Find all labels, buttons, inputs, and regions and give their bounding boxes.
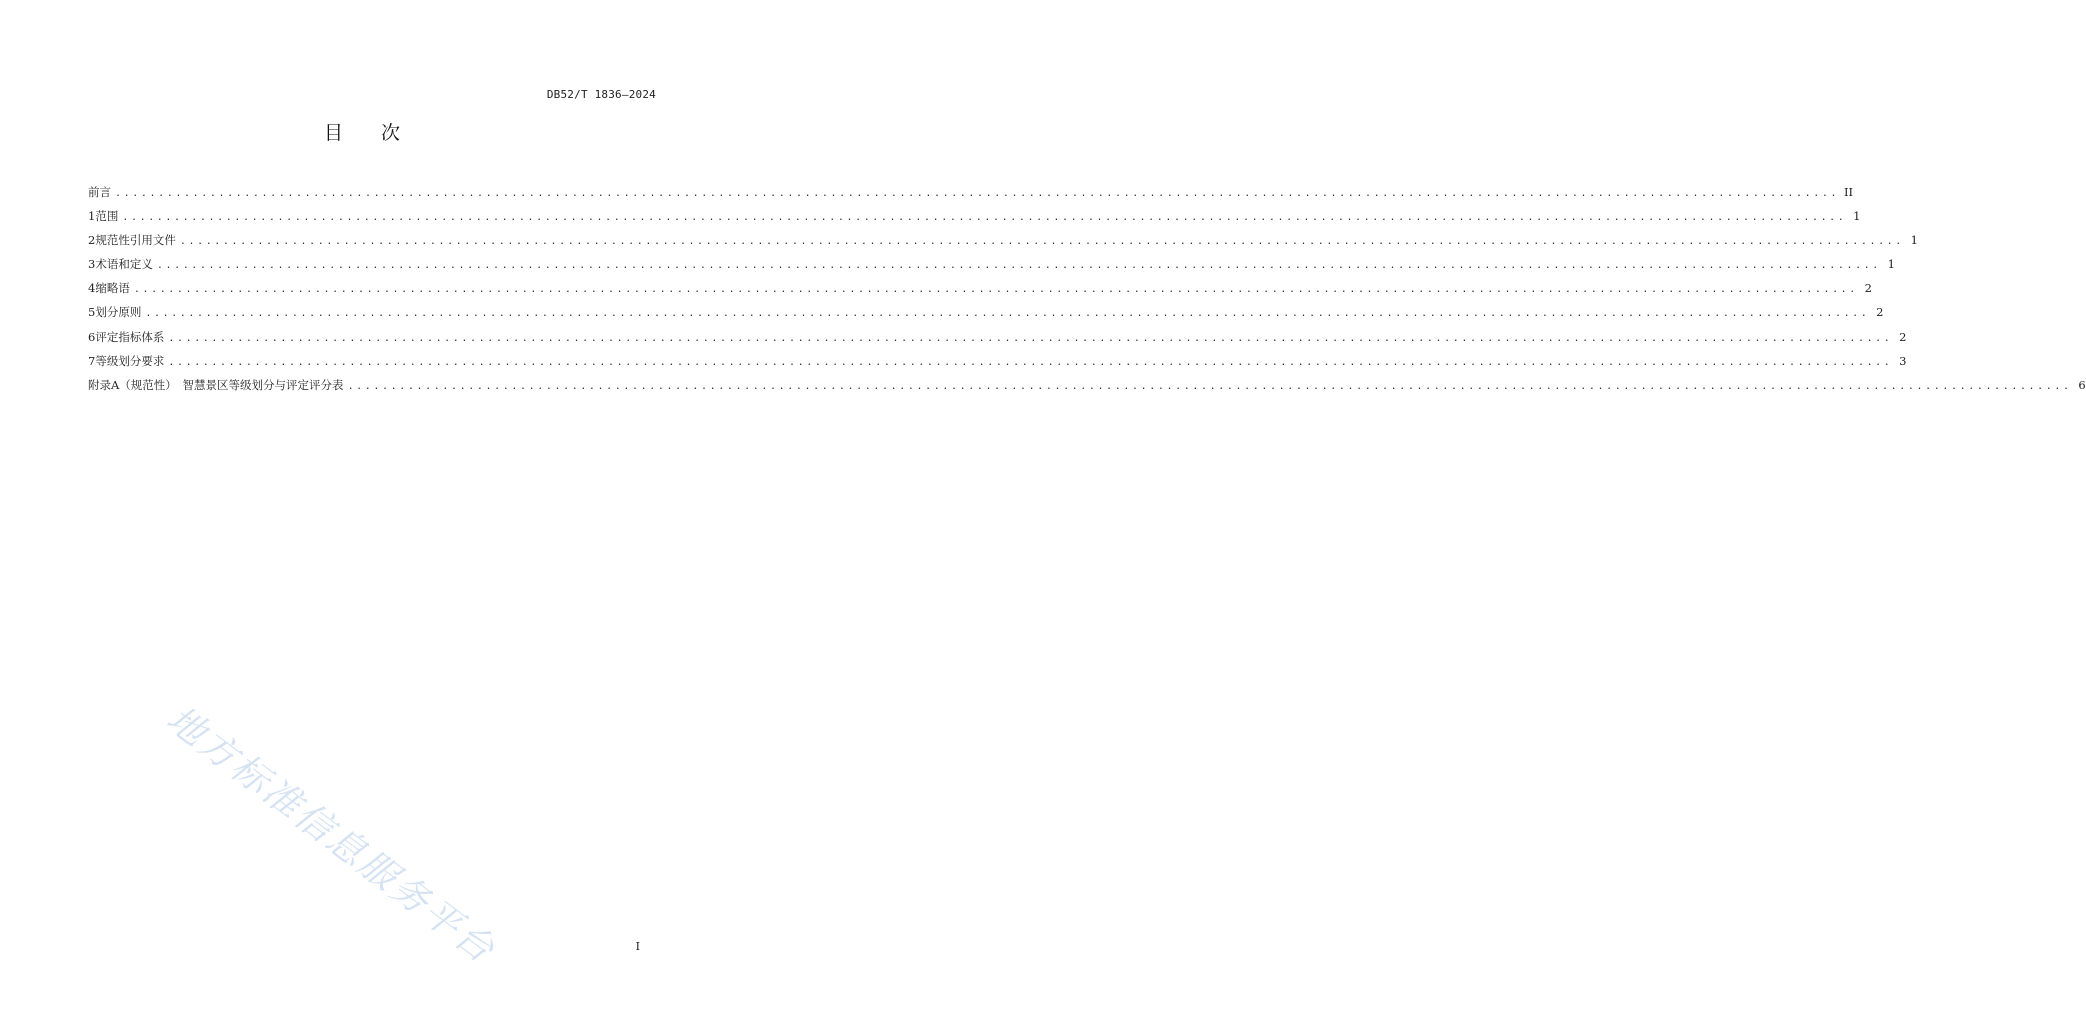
- title-char-1: 目: [323, 122, 343, 144]
- toc-entry-page: 2: [1864, 281, 1872, 296]
- toc-entry-number: 3: [88, 257, 96, 272]
- toc-leader-dots: ........................................................................................................................................................................................................: [179, 236, 1904, 248]
- toc-entry-label: 缩略语: [95, 281, 130, 296]
- page-number: I: [635, 940, 640, 953]
- toc-entry-6[interactable]: [88, 325, 1907, 349]
- toc-entry-page: 2: [1876, 305, 1884, 320]
- toc-leader-dots: ........................................................................................................................................................................................................: [168, 356, 1893, 368]
- title-char-2: 次: [381, 122, 401, 144]
- toc-entry-3[interactable]: [88, 252, 1895, 276]
- toc-entry-number: 4: [88, 281, 96, 296]
- toc-entry-foreword[interactable]: [88, 180, 1854, 204]
- toc-entry-number: 6: [88, 329, 96, 344]
- toc-entry-number: 7: [88, 353, 96, 368]
- toc-leader-dots: ........................................................................................................................................................................................................: [347, 380, 2072, 392]
- toc-leader-dots: ........................................................................................................................................................................................................: [145, 308, 1870, 320]
- toc-leader-dots: ........................................................................................................................................................................................................: [156, 260, 1881, 272]
- toc-entry-label: 评定指标体系: [95, 329, 165, 344]
- toc-entry-page: 1: [1887, 257, 1895, 272]
- watermark: 地方标准信息服务平台: [158, 697, 505, 973]
- toc-entry-number: 2: [88, 233, 96, 248]
- toc-entry-7[interactable]: [88, 349, 1907, 373]
- toc-entry-page: 1: [1853, 209, 1861, 224]
- toc-entry-page: 6: [2078, 377, 2086, 392]
- document-code: DB52/T 1836—2024: [546, 88, 656, 101]
- toc-leader-dots: ........................................................................................................................................................................................................: [168, 332, 1893, 344]
- toc-entry-5[interactable]: [88, 300, 1884, 324]
- table-of-contents: [88, 180, 2086, 397]
- toc-entry-label: 规范性引用文件: [95, 233, 176, 248]
- toc-entry-page: II: [1844, 185, 1854, 199]
- toc-leader-dots: ........................................................................................................................................................................................................: [133, 284, 1858, 296]
- toc-entry-label: 术语和定义: [95, 257, 153, 272]
- toc-entry-number: 5: [88, 305, 96, 320]
- toc-leader-dots: ........................................................................................................................................................................................................: [122, 212, 1847, 224]
- toc-entry-label: 等级划分要求: [95, 353, 165, 368]
- toc-entry-label: 范围: [95, 209, 119, 224]
- page-title: [0, 118, 724, 145]
- toc-entry-page: 2: [1899, 329, 1907, 344]
- toc-entry-label: 附录A（规范性） 智慧景区等级划分与评定评分表: [88, 377, 344, 392]
- toc-entry-label: 前言: [88, 185, 111, 199]
- toc-entry-appendix-a[interactable]: [88, 373, 2086, 397]
- toc-entry-page: 1: [1910, 233, 1918, 248]
- toc-entry-4[interactable]: [88, 276, 1872, 300]
- toc-entry-2[interactable]: [88, 228, 1918, 252]
- toc-entry-1[interactable]: [88, 204, 1861, 228]
- toc-leader-dots: ........................................................................................................................................................................................................: [115, 188, 1840, 199]
- toc-entry-number: 1: [88, 209, 96, 224]
- toc-entry-page: 3: [1899, 353, 1907, 368]
- toc-entry-label: 划分原则: [95, 305, 142, 320]
